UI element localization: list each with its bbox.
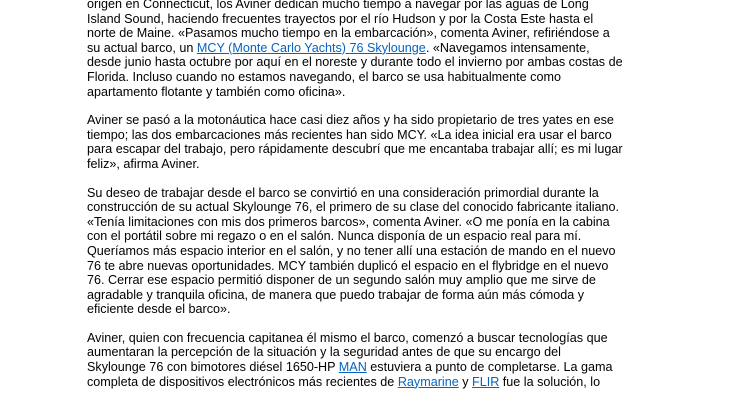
text-run: Aviner, quien con frecuencia capitanea él mismo el barco, comenzó a buscar tecnologías que xyxy=(87,330,608,345)
text-run: feliz», afirma Aviner. xyxy=(87,156,200,171)
text-run: estuviera a punto de completarse. La gama xyxy=(366,360,613,375)
text-line xyxy=(87,200,727,215)
text-run: Queríamos más espacio interior en el salón, y no tener allí una estación de mando en el nuevo xyxy=(87,243,616,258)
text-line xyxy=(87,360,727,375)
text-line xyxy=(87,113,727,128)
text-run: con el portátil sobre mi regazo o en el salón. Nunca disponía de un espacio real para mí. xyxy=(87,229,582,244)
paragraph-3 xyxy=(87,186,727,317)
text-run: eficiente desde el barco». xyxy=(87,302,231,317)
text-run: y xyxy=(458,374,472,389)
text-line xyxy=(87,345,727,360)
text-line xyxy=(87,0,727,12)
text-run: «Tenía limitaciones con mis dos primeros barcos», comenta Aviner. «O me ponía en la cabina xyxy=(87,214,610,229)
paragraph-2 xyxy=(87,113,727,171)
text-run: apartamento flotante y también como oficina». xyxy=(87,84,346,99)
paragraph-4 xyxy=(87,331,727,389)
text-line xyxy=(87,331,727,346)
text-line xyxy=(87,288,727,303)
text-line xyxy=(87,215,727,230)
document-page xyxy=(87,0,727,403)
text-line xyxy=(87,70,727,85)
text-run: desde junio hasta octubre por aquí en el noreste y durante todo el invierno por ambas costas de xyxy=(87,55,623,70)
text-run: . «Navegamos intensamente, xyxy=(425,40,590,55)
text-run: para escapar del trabajo, pero rápidamente descubrí que me encantaba trabajar allí; es mi lugar xyxy=(87,142,623,157)
text-line xyxy=(87,85,727,100)
text-run: origen en Connecticut, los Aviner dedican mucho tiempo a navegar por las aguas de Long xyxy=(87,0,589,11)
text-run: fue la solución, lo xyxy=(499,374,601,389)
text-run: aumentaran la percepción de la situación y la seguridad antes de que su encargo del xyxy=(87,345,561,360)
text-run: su actual barco, un xyxy=(87,40,197,55)
text-run: Skylounge 76 con bimotores diésel 1650-HP xyxy=(87,360,339,375)
text-run: Aviner se pasó a la motonáutica hace casi diez años y ha sido propietario de tres yates en ese xyxy=(87,113,614,128)
hyperlink[interactable]: MAN xyxy=(338,360,367,375)
text-run: Island Sound, haciendo frecuentes trayectos por el río Hudson y por la Costa Este hasta el xyxy=(87,11,594,26)
hyperlink[interactable]: Raymarine xyxy=(397,374,459,389)
text-line xyxy=(87,55,727,70)
text-line xyxy=(87,128,727,143)
text-line xyxy=(87,26,727,41)
text-line xyxy=(87,142,727,157)
hyperlink[interactable]: FLIR xyxy=(472,374,500,389)
text-run: Florida. Incluso cuando no estamos navegando, el barco se usa habitualmente como xyxy=(87,69,561,84)
text-run: 76 te abre nuevas oportunidades. MCY también duplicó el espacio en el flybridge en el nuevo xyxy=(87,258,609,273)
text-run: 76. Cerrar ese espacio permitió disponer de un segundo salón muy amplio que me sirve de xyxy=(87,273,596,288)
paragraph-1 xyxy=(87,0,727,99)
text-run: tiempo; las dos embarcaciones más recientes han sido MCY. «La idea inicial era usar el barco xyxy=(87,127,612,142)
text-line xyxy=(87,186,727,201)
text-run: Su deseo de trabajar desde el barco se convirtió en una consideración primordial durante la xyxy=(87,185,599,200)
text-run: construcción de su actual Skylounge 76, el primero de su clase del conocido fabricante italiano. xyxy=(87,200,620,215)
text-run: norte de Maine. «Pasamos mucho tiempo en la embarcación», comenta Aviner, refiriéndose a xyxy=(87,26,610,41)
text-line xyxy=(87,375,727,390)
text-line xyxy=(87,229,727,244)
text-run: agradable y tranquila oficina, de manera que puedo trabajar de forma aún más cómoda y xyxy=(87,287,585,302)
text-line xyxy=(87,273,727,288)
hyperlink[interactable]: MCY (Monte Carlo Yachts) 76 Skylounge xyxy=(196,40,426,55)
text-line xyxy=(87,41,727,56)
document-body xyxy=(87,0,727,389)
text-line xyxy=(87,157,727,172)
text-line xyxy=(87,12,727,27)
text-line xyxy=(87,259,727,274)
text-line xyxy=(87,302,727,317)
text-run: completa de dispositivos electrónicos más recientes de xyxy=(87,374,398,389)
text-line xyxy=(87,244,727,259)
